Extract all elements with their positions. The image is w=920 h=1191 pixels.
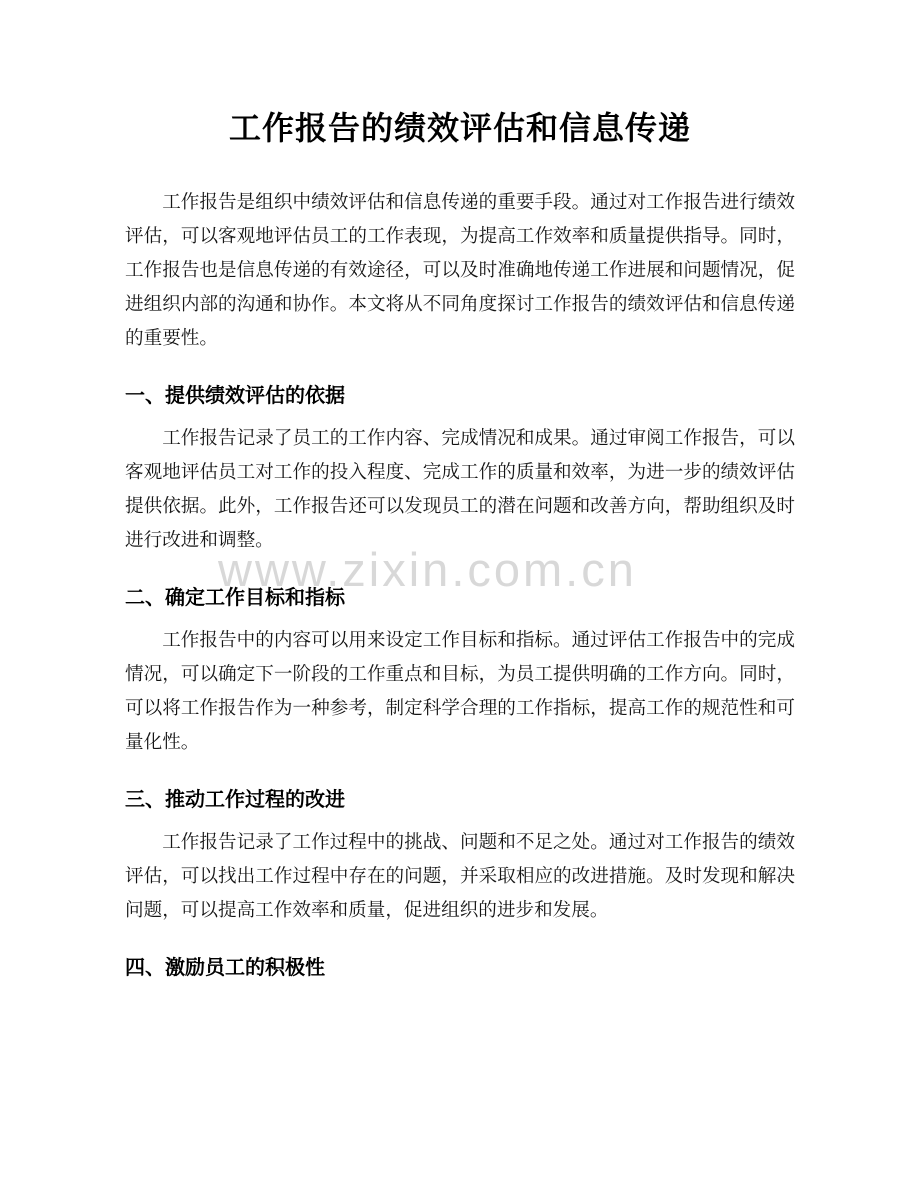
section-heading-1: 一、提供绩效评估的依据 [125,385,345,407]
intro-paragraph: 工作报告是组织中绩效评估和信息传递的重要手段。通过对工作报告进行绩效评估，可以客观地评估员工的工作表现，为提高工作效率和质量提供指导。同时，工作报告也是信息传递的有效途径，可以及时准确地传递工作进展和问题情况，促进组织内部的沟通和协作。本文将从不同角度探讨工作报告的绩效评估和信息传递的重要性。 [125,192,795,349]
section-heading-3: 三、推动工作过程的改进 [125,789,345,811]
document-content [125,0,795,982]
section-paragraph-1: 工作报告记录了员工的工作内容、完成情况和成果。通过审阅工作报告，可以客观地评估员工对工作的投入程度、完成工作的质量和效率，为进一步的绩效评估提供依据。此外，工作报告还可以发现员工的潜在问题和改善方向，帮助组织及时进行改进和调整。 [125,428,795,551]
section-heading-2: 二、确定工作目标和指标 [125,587,345,609]
section-heading-4: 四、激励员工的积极性 [125,957,325,979]
section-paragraph-3: 工作报告记录了工作过程中的挑战、问题和不足之处。通过对工作报告的绩效评估，可以找出工作过程中存在的问题，并采取相应的改进措施。及时发现和解决问题，可以提高工作效率和质量，促进组织的进步和发展。 [125,832,795,921]
section-paragraph-2: 工作报告中的内容可以用来设定工作目标和指标。通过评估工作报告中的完成情况，可以确定下一阶段的工作重点和目标，为员工提供明确的工作方向。同时，可以将工作报告作为一种参考，制定科学合理的工作指标，提高工作的规范性和可量化性。 [125,630,795,753]
watermark-text: www.zixin.com.cn [218,543,637,596]
page-title: 工作报告的绩效评估和信息传递 [228,110,691,146]
